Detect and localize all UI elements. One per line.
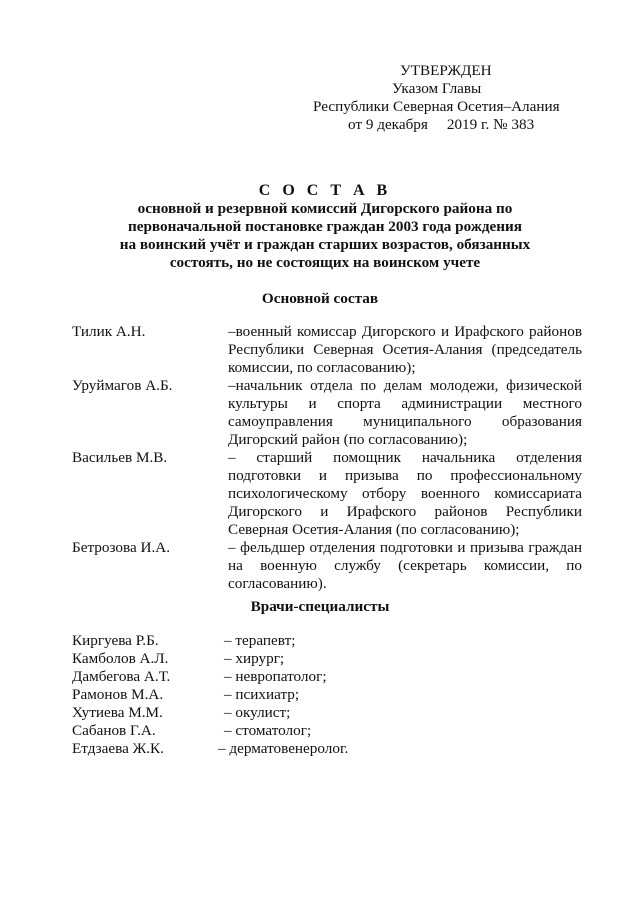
doctors-section-heading: Врачи-специалисты [250, 598, 390, 615]
doctor-specialty: – окулист; [224, 704, 291, 721]
main-section-heading: Основной состав [261, 290, 379, 307]
doctor-row [72, 668, 472, 686]
member-description: – старший помощник начальника отделения подготовки и призыва по профессиональному психологическому отбору военного комиссариата Дигорского и Ирафского районов Республики Северная Осетия-Алания (по согласованию); [228, 449, 582, 538]
title-line: первоначальной постановке граждан 2003 года рождения [127, 218, 522, 235]
doctor-row [72, 722, 472, 740]
doctor-row [72, 632, 472, 650]
document-title [90, 182, 560, 272]
member-description: –начальник отдела по делам молодежи, физической культуры и спорта администрации местного самоуправления муниципального образования Дигорский район (по согласованию); [228, 377, 582, 448]
doctor-specialty: – терапевт; [224, 632, 296, 649]
member-name: Уруймагов А.Б. [72, 377, 173, 394]
title-line: основной и резервной комиссий Дигорского района по [137, 200, 513, 217]
doctor-specialty: – невропатолог; [224, 668, 327, 685]
member-row [72, 449, 582, 539]
title-word: С О С Т А В [258, 182, 392, 199]
approval-title: УТВЕРЖДЕН [400, 62, 492, 79]
member-name: Тилик А.Н. [72, 323, 146, 340]
doctor-row [72, 740, 472, 758]
doctor-row [72, 686, 472, 704]
member-name: Васильев М.В. [72, 449, 168, 466]
doctor-row [72, 704, 472, 722]
title-line: на воинский учёт и граждан старших возрастов, обязанных [119, 236, 531, 253]
doctor-specialty: – дерматовенеролог. [218, 740, 349, 757]
doctor-specialty: – психиатр; [224, 686, 300, 703]
doctor-name: Дамбегова А.Т. [72, 668, 171, 685]
member-description: – фельдшер отделения подготовки и призыва граждан на военную службу (секретарь комиссии, по согласованию). [228, 539, 582, 592]
doctors-list [72, 632, 472, 758]
doctor-name: Етдзаева Ж.К. [72, 740, 164, 757]
member-row [72, 377, 582, 449]
doctor-row [72, 650, 472, 668]
member-row [72, 539, 582, 593]
approval-date-number: от 9 декабря 2019 г. № 383 [348, 116, 535, 133]
title-line: состоять, но не состоящих на воинском учете [169, 254, 481, 271]
doctor-name: Киргуева Р.Б. [72, 632, 159, 649]
doctor-name: Камболов А.Л. [72, 650, 169, 667]
main-members-list [72, 323, 582, 593]
doctor-name: Сабанов Г.А. [72, 722, 156, 739]
doctor-name: Хутиева М.М. [72, 704, 163, 721]
doctor-specialty: – хирург; [224, 650, 285, 667]
doctor-specialty: – стоматолог; [224, 722, 312, 739]
member-row [72, 323, 582, 377]
approval-authority: Указом Главы [392, 80, 482, 97]
approval-republic: Республики Северная Осетия–Алания [313, 98, 560, 115]
member-name: Бетрозова И.А. [72, 539, 171, 556]
doctor-name: Рамонов М.А. [72, 686, 164, 703]
member-description: –военный комиссар Дигорского и Ирафского районов Республики Северная Осетия-Алания (председатель комиссии, по согласованию); [228, 323, 582, 376]
